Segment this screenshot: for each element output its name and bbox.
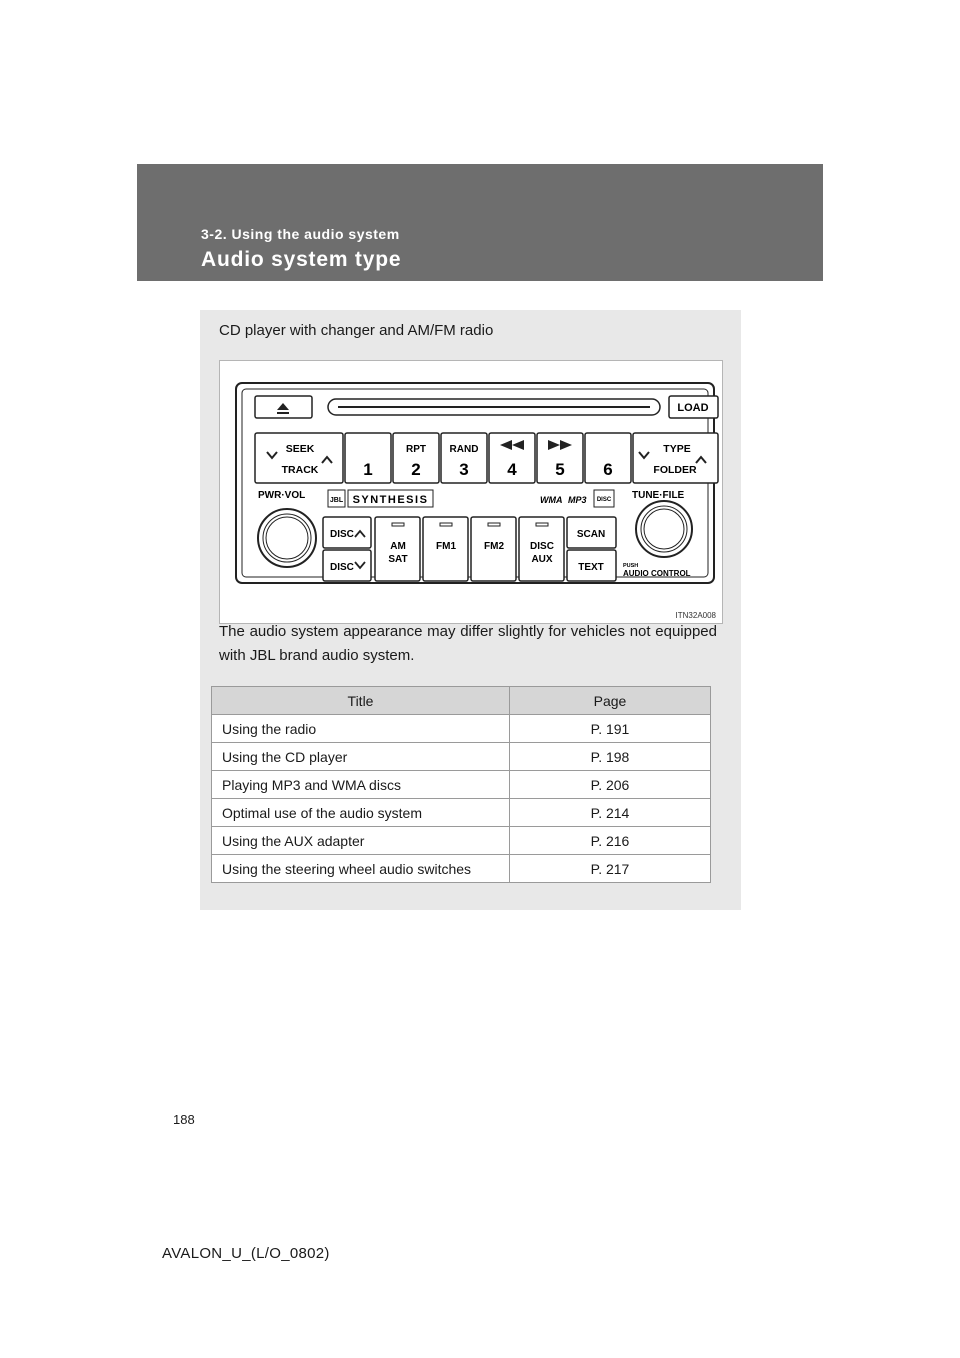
figure-note: The audio system appearance may differ slightly for vehicles not equipped with JBL brand audio system. [219,623,717,664]
table-row [212,715,711,743]
preset-label: 3 [459,460,469,479]
am-label: AM [390,541,406,552]
preset-3-button [441,433,487,483]
row-page: P. 198 [510,743,711,771]
rpt-label: RPT [406,444,426,455]
wma-logo: WMA [540,495,563,505]
column-header-page: Page [510,687,711,715]
disc-down-button [323,550,371,581]
load-label: LOAD [677,402,709,414]
svg-text:SYNTHESIS: SYNTHESIS [352,494,429,506]
page-number: 188 [173,1112,195,1127]
preset-label: 1 [363,460,373,479]
table-row [212,855,711,883]
footer-code: AVALON_U_(L/O_0802) [162,1245,330,1262]
audio-unit-figure [219,360,723,624]
row-page: P. 191 [510,715,711,743]
table-row [212,799,711,827]
audio-control-label: AUDIO CONTROL [623,569,691,578]
table-row [212,827,711,855]
figure-code: ITN32A008 [675,611,716,620]
disc-label: DISC [330,529,354,540]
sat-label: SAT [388,554,408,565]
disc-label: DISC [530,541,554,552]
content-panel [200,310,741,910]
scan-button [567,517,616,548]
preset-label: 5 [555,460,565,479]
eject-button [255,396,312,418]
svg-text:JBL: JBL [329,497,344,504]
aux-label: AUX [531,554,553,565]
preset-label: 6 [603,460,613,479]
disc-up-button [323,517,371,548]
disc-label: DISC [330,562,354,573]
page-title: Audio system type [201,248,402,271]
fm1-button [423,517,468,581]
type-folder-button [633,433,718,483]
row-title: Using the AUX adapter [212,827,510,855]
row-title: Optimal use of the audio system [212,799,510,827]
table-row [212,771,711,799]
preset-6-button [585,433,631,483]
row-page: P. 217 [510,855,711,883]
preset-4-button [489,433,535,483]
pwr-vol-knob [258,509,316,567]
section-header [137,164,823,281]
pwr-vol-label: PWR·VOL [258,490,306,501]
preset-5-button [537,433,583,483]
preset-label: 4 [507,460,517,479]
am-sat-button [375,517,420,581]
table-header-row [212,687,711,715]
tune-file-label: TUNE·FILE [632,490,685,501]
folder-label: FOLDER [653,464,697,476]
mp3-logo: MP3 [568,495,587,505]
svg-text:DISC: DISC [596,497,612,503]
section-label: 3-2. Using the audio system [201,226,400,242]
fm2-label: FM2 [484,541,504,552]
push-label: PUSH [623,563,639,569]
table-row [212,743,711,771]
seek-track-button [255,433,343,483]
scan-label: SCAN [576,529,606,540]
text-button [567,550,616,581]
text-label: TEXT [578,562,604,573]
disc-slot [328,399,660,415]
jbl-logo [328,490,345,507]
row-page: P. 214 [510,799,711,827]
tune-file-knob [636,501,692,557]
fm2-button [471,517,516,581]
reference-table [211,686,711,883]
row-page: P. 206 [510,771,711,799]
track-label: TRACK [281,464,319,476]
disc-aux-button [519,517,564,581]
column-header-title: Title [212,687,510,715]
preset-2-button [393,433,439,483]
row-title: Using the CD player [212,743,510,771]
preset-1-button [345,433,391,483]
figure-caption: CD player with changer and AM/FM radio [219,322,494,339]
row-title: Using the steering wheel audio switches [212,855,510,883]
fm1-label: FM1 [436,541,456,552]
seek-label: SEEK [285,443,315,455]
preset-label: 2 [411,460,421,479]
audio-unit-illustration [220,361,722,623]
row-page: P. 216 [510,827,711,855]
synthesis-logo [348,490,433,507]
compact-disc-logo [594,490,614,507]
type-label: TYPE [663,443,691,455]
rand-label: RAND [449,444,479,455]
load-button [669,396,718,418]
row-title: Playing MP3 and WMA discs [212,771,510,799]
row-title: Using the radio [212,715,510,743]
